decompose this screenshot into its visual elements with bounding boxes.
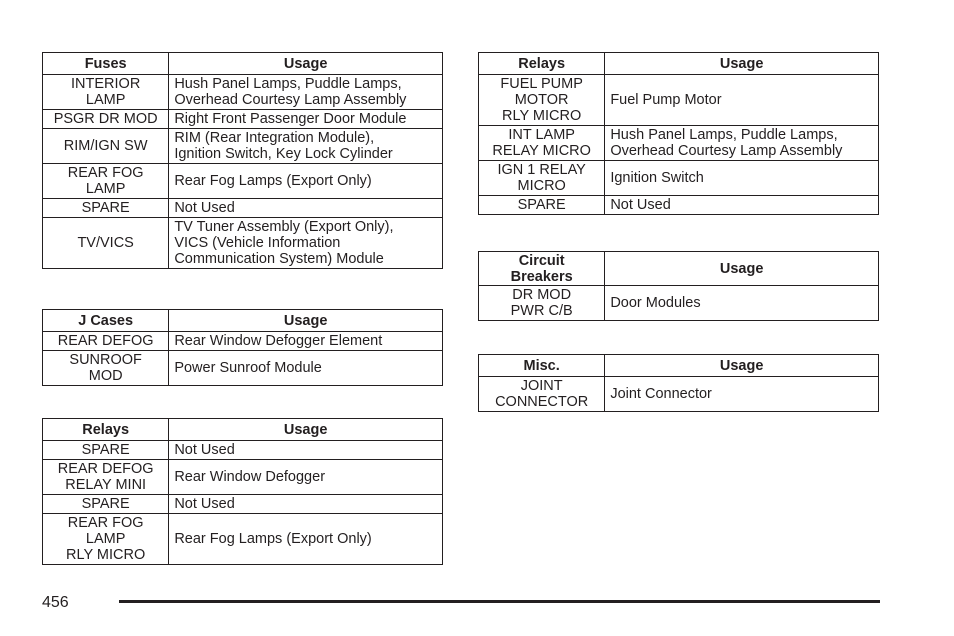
- item-name-cell: SPARE: [479, 196, 605, 215]
- usage-cell: Rear Window Defogger: [169, 460, 443, 495]
- usage-cell: Power Sunroof Module: [169, 351, 443, 386]
- usage-cell: Not Used: [169, 495, 443, 514]
- item-name-cell: REAR DEFOG: [43, 332, 169, 351]
- table-header-row: [43, 419, 443, 441]
- item-name-cell: INT LAMP RELAY MICRO: [479, 126, 605, 161]
- footer-rule: [119, 600, 880, 603]
- usage-cell: Rear Window Defogger Element: [169, 332, 443, 351]
- table-row: [43, 110, 443, 129]
- page-number: 456: [42, 594, 69, 611]
- item-name-cell: TV/VICS: [43, 218, 169, 269]
- table-row: [479, 377, 879, 412]
- usage-cell: Ignition Switch: [605, 161, 879, 196]
- usage-cell: TV Tuner Assembly (Export Only), VICS (Vehicle Information Communication System) Module: [169, 218, 443, 269]
- table-row: [43, 514, 443, 565]
- column-header-usage: Usage: [605, 53, 879, 75]
- item-name-cell: REAR DEFOG RELAY MINI: [43, 460, 169, 495]
- item-name-cell: SPARE: [43, 199, 169, 218]
- column-header-usage: Usage: [169, 53, 443, 75]
- misc-table: [478, 354, 879, 412]
- table-header-row: [479, 252, 879, 286]
- usage-cell: Joint Connector: [605, 377, 879, 412]
- circuit-breakers-table: [478, 251, 879, 321]
- table-row: [43, 332, 443, 351]
- usage-cell: Not Used: [169, 199, 443, 218]
- item-name-cell: REAR FOG LAMP: [43, 164, 169, 199]
- item-name-cell: REAR FOG LAMP RLY MICRO: [43, 514, 169, 565]
- table-row: [43, 218, 443, 269]
- column-header-usage: Usage: [605, 355, 879, 377]
- table-row: [43, 441, 443, 460]
- item-name-cell: FUEL PUMP MOTOR RLY MICRO: [479, 75, 605, 126]
- item-name-cell: RIM/IGN SW: [43, 129, 169, 164]
- j-cases-table: [42, 309, 443, 386]
- table-row: [43, 351, 443, 386]
- table-row: [43, 164, 443, 199]
- fuses-table: [42, 52, 443, 269]
- usage-cell: Right Front Passenger Door Module: [169, 110, 443, 129]
- column-header-item: Misc.: [479, 355, 605, 377]
- table-row: [43, 75, 443, 110]
- item-name-cell: PSGR DR MOD: [43, 110, 169, 129]
- relays-right-table: [478, 52, 879, 215]
- usage-cell: Not Used: [169, 441, 443, 460]
- column-header-item: Fuses: [43, 53, 169, 75]
- usage-cell: RIM (Rear Integration Module), Ignition Switch, Key Lock Cylinder: [169, 129, 443, 164]
- column-header-item: Relays: [43, 419, 169, 441]
- item-name-cell: IGN 1 RELAY MICRO: [479, 161, 605, 196]
- item-name-cell: SPARE: [43, 495, 169, 514]
- table-row: [43, 199, 443, 218]
- column-header-item: Circuit Breakers: [479, 252, 605, 286]
- table-row: [43, 129, 443, 164]
- item-name-cell: SPARE: [43, 441, 169, 460]
- usage-cell: Rear Fog Lamps (Export Only): [169, 164, 443, 199]
- item-name-cell: INTERIOR LAMP: [43, 75, 169, 110]
- usage-cell: Door Modules: [605, 286, 879, 321]
- table-row: [479, 286, 879, 321]
- table-header-row: [43, 53, 443, 75]
- column-header-item: Relays: [479, 53, 605, 75]
- relays-left-table: [42, 418, 443, 565]
- column-header-usage: Usage: [169, 310, 443, 332]
- table-row: [43, 460, 443, 495]
- table-header-row: [479, 355, 879, 377]
- usage-cell: Rear Fog Lamps (Export Only): [169, 514, 443, 565]
- item-name-cell: SUNROOF MOD: [43, 351, 169, 386]
- table-row: [479, 196, 879, 215]
- table-row: [43, 495, 443, 514]
- item-name-cell: JOINT CONNECTOR: [479, 377, 605, 412]
- column-header-item: J Cases: [43, 310, 169, 332]
- table-header-row: [43, 310, 443, 332]
- usage-cell: Hush Panel Lamps, Puddle Lamps, Overhead Courtesy Lamp Assembly: [169, 75, 443, 110]
- table-header-row: [479, 53, 879, 75]
- usage-cell: Not Used: [605, 196, 879, 215]
- table-row: [479, 161, 879, 196]
- table-row: [479, 126, 879, 161]
- usage-cell: Hush Panel Lamps, Puddle Lamps, Overhead Courtesy Lamp Assembly: [605, 126, 879, 161]
- column-header-usage: Usage: [169, 419, 443, 441]
- item-name-cell: DR MOD PWR C/B: [479, 286, 605, 321]
- usage-cell: Fuel Pump Motor: [605, 75, 879, 126]
- column-header-usage: Usage: [605, 252, 879, 286]
- table-row: [479, 75, 879, 126]
